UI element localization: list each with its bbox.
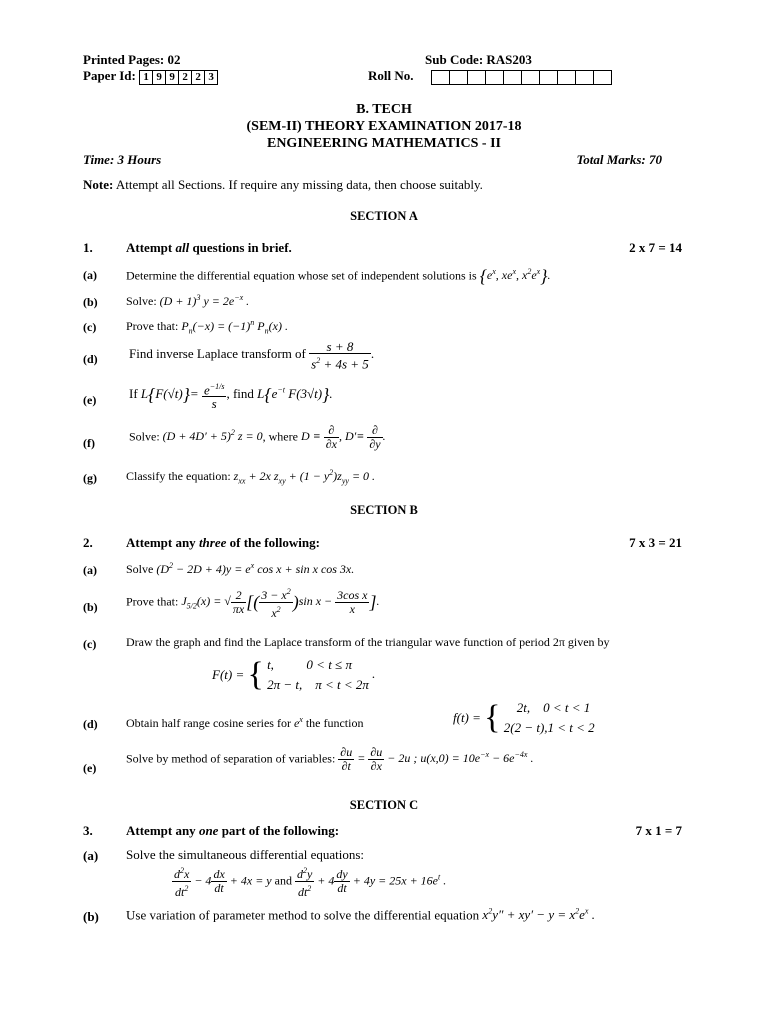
q1g-words: Classify the equation: (126, 469, 231, 483)
q1e-math: L{F(√t)}= $\frac{e^{-1/s}}{s}$ (140, 382, 225, 412)
section-a-heading: SECTION A (350, 209, 418, 223)
q3b-text (126, 907, 595, 923)
roll-no-box[interactable] (522, 70, 540, 85)
q2d-text (126, 715, 363, 731)
paper-id-label: Paper Id: (83, 68, 136, 83)
roll-no-box[interactable] (450, 70, 468, 85)
q3-marks: 7 x 1 = 7 (635, 823, 682, 838)
q1f-label: (f) (83, 436, 95, 450)
q2a-words: Solve (126, 562, 154, 576)
q1-marks: 2 x 7 = 14 (629, 240, 682, 255)
roll-no-box[interactable] (468, 70, 486, 85)
q1c-label: (c) (83, 320, 97, 334)
q1f-mid: , where (262, 429, 298, 444)
q1f-text (129, 424, 386, 451)
q3b-label: (b) (83, 909, 99, 924)
q3a-and: and (274, 873, 292, 888)
printed-pages: Printed Pages: 02 (83, 52, 181, 67)
q1e-label: (e) (83, 393, 97, 407)
roll-no-box[interactable] (576, 70, 594, 85)
q2d-math: $e^x$ (293, 715, 303, 730)
q1a-words: Determine the differential equation whose set of independent solutions is (126, 268, 477, 283)
q1g-text (126, 468, 375, 485)
q2e-label: (e) (83, 761, 97, 775)
paper-id-digit: 2 (179, 70, 192, 85)
q1a-math: {$e^x$, $xe^x$, $x^2e^x$}. (479, 266, 551, 286)
note-label: Note: (83, 177, 114, 192)
roll-label: Roll No. (368, 68, 414, 83)
roll-no (368, 68, 612, 85)
q2b-text (126, 585, 379, 620)
roll-no-box[interactable] (504, 70, 522, 85)
paper-id-digit: 9 (166, 70, 179, 85)
q1-number: 1. (83, 240, 93, 255)
q2a-label: (a) (83, 563, 97, 577)
q2-post: of the following: (226, 535, 320, 550)
q1a-label: (a) (83, 268, 97, 282)
paper-id-boxes (139, 70, 218, 85)
q1g-label: (g) (83, 471, 97, 485)
q2d-mid: the function (305, 716, 364, 730)
q1b-label: (b) (83, 295, 98, 309)
paper-id (83, 68, 218, 85)
q2b-math: $J_{5/2}(x)$ = √ $\frac{2}{\pi x}$ [( $\frac{3 - x^2}{x^2}$ )sin x − $\frac{\text{3cos x}}{x}$ ]. (181, 587, 380, 620)
q2d-words: Obtain half range cosine series for (126, 716, 291, 730)
q1f-words: Solve: (129, 429, 160, 444)
q1b-text (126, 293, 249, 309)
q2e-words: Solve by method of separation of variables: (126, 751, 336, 766)
q3-em: one (198, 823, 219, 838)
q2c-text: Draw the graph and find the Laplace transform of the triangular wave function of period 2π given by (126, 635, 610, 649)
q1e-words: If (129, 386, 138, 402)
q3b-math: $x^2y'' + xy' - y = x^2e^x$ . (482, 907, 595, 923)
q1c-words: Prove that: (126, 319, 179, 333)
q2a-math: $(D^2 - 2D + 4)y = e^x$ cos x + sin x cos 3x. (156, 561, 355, 576)
q1c-math: $P_n(-x) = (-1)^n$ $P_n(x)$ . (181, 318, 288, 336)
q2b-words: Prove that: (126, 594, 179, 609)
q3b-words: Use variation of parameter method to solve the differential equation (126, 907, 480, 923)
section-b-heading: SECTION B (350, 503, 418, 517)
roll-no-box[interactable] (558, 70, 576, 85)
title-line2: (SEM-II) THEORY EXAMINATION 2017-18 (246, 119, 522, 134)
q2-em: three (198, 535, 227, 550)
roll-no-box[interactable] (486, 70, 504, 85)
paper-id-digit: 1 (140, 70, 153, 85)
roll-no-box[interactable] (594, 70, 612, 85)
q3-instruction (126, 823, 339, 839)
q1e-math2: $L\{e^{-t}$ F(3√t)}. (257, 384, 333, 405)
q2b-label: (b) (83, 600, 98, 614)
q1d-text: Find inverse Laplace transform of $\frac{s + 8}{s^2 + 4s + 5}$ . (129, 339, 375, 372)
note-text: Attempt all Sections. If require any missing data, then choose suitably. (113, 177, 483, 192)
q1b-words: Solve: (126, 294, 157, 308)
roll-no-box[interactable] (540, 70, 558, 85)
title-line1: B. TECH (356, 102, 412, 117)
paper-id-digit: 2 (192, 70, 205, 85)
q3-post: part of the following: (218, 823, 340, 838)
sub-code: Sub Code: RAS203 (425, 52, 532, 67)
q1e-text (129, 380, 333, 410)
q1-em: all (175, 240, 190, 255)
section-c-heading: SECTION C (349, 798, 419, 812)
paper-id-digit: 3 (205, 70, 218, 85)
q3a-label: (a) (83, 848, 99, 863)
q1f-math2: D ≡ $\frac{\partial}{\partial x}$ , D′≡ $\frac{\partial}{\partial y}$ . (300, 423, 386, 451)
q3a-equations: $\frac{d^2x}{dt^2}$ − 4 $\frac{dx}{dt}$ + 4x = y and $\frac{d^2y}{dt^2}$ + 4 $\frac{dy}{dt}$ + $4y = 25x + 16e^t$ . (174, 866, 447, 899)
q2-marks: 7 x 3 = 21 (629, 535, 682, 550)
note (83, 177, 483, 193)
q2d-label: (d) (83, 717, 98, 731)
q1a-text (126, 266, 550, 287)
q2-number: 2. (83, 535, 93, 550)
roll-no-box[interactable] (432, 70, 450, 85)
q2c-label: (c) (83, 637, 97, 651)
q2e-text (126, 746, 533, 773)
time: Time: 3 Hours (83, 152, 162, 167)
q1b-math: $(D + 1)^3$ $y = 2e^{-x}$ . (159, 293, 250, 308)
q1g-math: $z_{xx} + 2x$ $z_{xy} + (1 - y^2)z_{yy} = 0$ . (233, 468, 376, 486)
q1-pre: Attempt (126, 240, 176, 255)
roll-no-boxes[interactable] (431, 70, 612, 85)
q1-post: questions in brief. (189, 240, 292, 255)
q2a-text (126, 561, 354, 577)
title-line3: ENGINEERING MATHEMATICS - II (266, 136, 501, 151)
q1c-text (126, 318, 288, 335)
q2-pre: Attempt any (126, 535, 199, 550)
q2e-math: $\frac{\partial u}{\partial t}$ = $\frac{\partial u}{\partial x}$ − 2u ; $u(x,0) = 10e^{-x} - 6e^{-4x}$ . (340, 745, 534, 773)
q3-number: 3. (83, 823, 93, 838)
q2c-piecewise: F(t) = { t, 0 < t ≤ π 2π − t, π < t < 2π . (212, 656, 376, 693)
q1f-math: $(D + 4D' + 5)^2$ z = 0 (162, 428, 263, 444)
q1d-words: Find inverse Laplace transform of (129, 346, 306, 362)
q2-instruction (126, 535, 320, 551)
q1e-mid: , find (226, 386, 254, 402)
paper-id-digit: 9 (153, 70, 166, 85)
q1d-fraction: $\frac{s + 8}{s^2 + 4s + 5}$ (311, 339, 369, 372)
q1-instruction (126, 240, 292, 256)
q2d-piecewise: f(t) = { 2t, 0 < t < 1 2(2 − t),1 < t < 2 (453, 699, 595, 736)
total-marks: Total Marks: 70 (576, 152, 662, 167)
q3-pre: Attempt any (126, 823, 199, 838)
q1d-label: (d) (83, 352, 98, 366)
q3a-text: Solve the simultaneous differential equations: (126, 847, 365, 862)
